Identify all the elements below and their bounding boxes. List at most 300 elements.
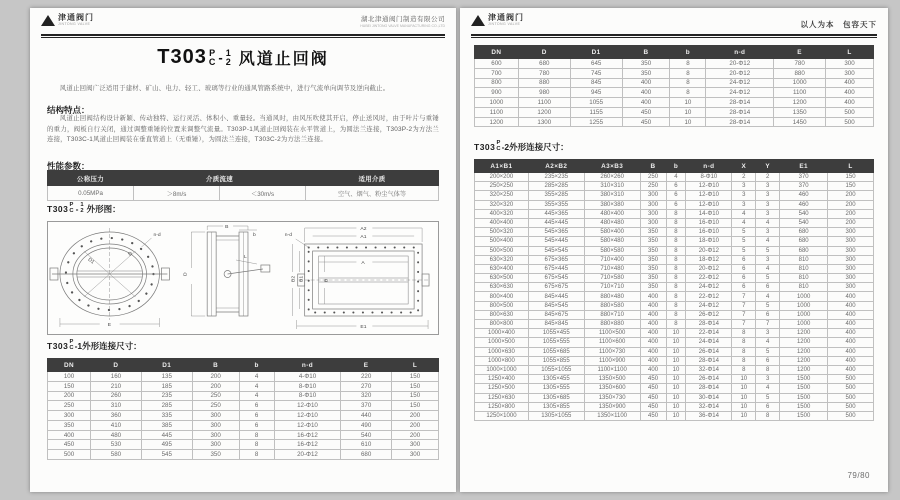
column-header: L	[826, 46, 874, 59]
table-cell: 1250×500	[475, 384, 529, 393]
table-row	[475, 264, 874, 273]
table-cell: 845×545	[528, 301, 584, 310]
table-cell: 1305×685	[528, 393, 584, 402]
table-row	[475, 329, 874, 338]
table-cell: 400	[48, 430, 91, 440]
column-header: b	[670, 46, 706, 59]
table-cell: 1100	[475, 107, 519, 117]
column-header: D1	[141, 359, 192, 372]
table-cell: 150	[392, 401, 439, 411]
table-cell: 空气、烟气、粉尘气体等	[306, 186, 439, 201]
table-cell: 10	[670, 98, 706, 108]
table-cell: 6	[756, 283, 780, 292]
table-cell: 350	[640, 283, 666, 292]
table-cell: 540	[341, 430, 392, 440]
table-cell: 300	[826, 59, 874, 69]
table-cell: 12-Φ10	[686, 191, 732, 200]
table-cell: 1250×800	[475, 402, 529, 411]
table-cell: 10	[666, 393, 686, 402]
dim-label-e1: E1	[360, 323, 367, 331]
catalog-page-right	[460, 8, 888, 492]
table-cell: 2	[732, 173, 756, 182]
table-cell: 1000	[780, 292, 828, 301]
table-cell: 20-Φ12	[706, 59, 774, 69]
table-cell: 8	[670, 68, 706, 78]
table-row	[475, 218, 874, 227]
table-cell: 10	[666, 384, 686, 393]
table-cell: 800×630	[475, 310, 529, 319]
logo-subtext: JINTONG VALVE	[58, 21, 91, 26]
table-cell: 8	[666, 209, 686, 218]
logo-triangle-icon	[41, 15, 55, 26]
table-cell: 2	[756, 173, 780, 182]
table-cell: 8	[732, 329, 756, 338]
table-cell: 8	[666, 228, 686, 237]
dim-label-b2: B2	[290, 275, 297, 282]
table-cell: 10	[666, 411, 686, 420]
table-row	[475, 107, 874, 117]
data-table	[474, 159, 874, 421]
table-row	[48, 430, 439, 440]
table-cell: 8	[239, 450, 274, 460]
table-header-row	[475, 160, 874, 173]
table-cell: 1000×500	[475, 338, 529, 347]
table-row	[475, 88, 874, 98]
table-cell: 680	[780, 237, 828, 246]
table-cell: 3	[756, 375, 780, 384]
table-cell: 260	[91, 391, 142, 401]
table-cell: 30-Φ14	[686, 393, 732, 402]
table-cell: 4	[756, 264, 780, 273]
company-slogan: 以人为本 包容天下	[800, 20, 877, 29]
table-cell: 350	[640, 255, 666, 264]
table-cell: 8	[756, 365, 780, 374]
table-cell: 675×365	[528, 255, 584, 264]
column-header: B	[192, 359, 239, 372]
table-cell: 12-Φ10	[686, 182, 732, 191]
table-cell: 28-Φ14	[686, 320, 732, 329]
column-header: L	[828, 160, 874, 173]
table-cell: 10	[666, 338, 686, 347]
table-cell: 8	[239, 440, 274, 450]
table-cell: 1305×855	[528, 402, 584, 411]
table-cell: 150	[392, 372, 439, 382]
table-row	[475, 117, 874, 127]
table-cell: 675×445	[528, 264, 584, 273]
table-cell: 6	[756, 356, 780, 365]
table-cell: 545×445	[528, 237, 584, 246]
table-cell: 745	[570, 68, 622, 78]
table-cell: 400	[640, 365, 666, 374]
table-cell: 100	[48, 372, 91, 382]
table-cell: 400	[640, 338, 666, 347]
table-cell: 500	[826, 117, 874, 127]
page-header	[41, 14, 445, 32]
table-cell: 1200	[780, 356, 828, 365]
table-cell: 1000	[780, 320, 828, 329]
table-cell: 350	[192, 450, 239, 460]
table-row	[475, 301, 874, 310]
table-cell: 545×365	[528, 228, 584, 237]
table-cell: 1350×1100	[584, 411, 640, 420]
table-cell: 460	[780, 191, 828, 200]
table-row	[475, 356, 874, 365]
table-cell: 20-Φ12	[686, 246, 732, 255]
table-cell: 6	[756, 310, 780, 319]
table-cell: 880	[774, 68, 826, 78]
table-cell: 600	[475, 59, 519, 69]
table-cell: 450	[640, 375, 666, 384]
table-cell: 5	[756, 274, 780, 283]
table-row	[475, 292, 874, 301]
table-cell: 710×580	[584, 274, 640, 283]
table-cell: 350	[640, 237, 666, 246]
table-cell: 200	[828, 209, 874, 218]
table-row	[475, 255, 874, 264]
column-header: b	[666, 160, 686, 173]
table-cell: 400	[828, 356, 874, 365]
features-heading: 结构特点：	[47, 105, 90, 115]
table-cell: 1305×455	[528, 375, 584, 384]
table-cell: 1500	[780, 411, 828, 420]
table-cell: 8	[732, 365, 756, 374]
outline-drawing-box	[47, 221, 439, 335]
table-cell: 1305×555	[528, 384, 584, 393]
table-cell: 580×580	[584, 246, 640, 255]
table-cell: 300	[640, 200, 666, 209]
table-cell: 400	[828, 365, 874, 374]
table-cell: 800	[475, 78, 519, 88]
table-cell: 700	[475, 68, 519, 78]
dim-label-a2: A2	[360, 225, 367, 233]
table-cell: 12-Φ10	[274, 420, 340, 430]
table-row	[475, 173, 874, 182]
table-cell: 630×500	[475, 274, 529, 283]
dim-label-b1: B1	[298, 275, 305, 282]
table-cell: 28-Φ14	[706, 98, 774, 108]
table-cell: 3	[732, 200, 756, 209]
table-cell: 10	[666, 375, 686, 384]
table-cell: 235	[141, 391, 192, 401]
table-cell: 10	[732, 402, 756, 411]
table-cell: 6	[666, 182, 686, 191]
company-name: 湖北津通阀门制造有限公司 HUBEI JINTONG VALVE MANUFACTURING CO.,LTD	[360, 16, 445, 29]
table-cell: 260×260	[584, 173, 640, 182]
table-cell: 4	[756, 338, 780, 347]
table-cell: 28-Φ14	[686, 384, 732, 393]
table-cell: 810	[780, 283, 828, 292]
table-cell: 0.05MPa	[48, 186, 134, 201]
column-header: b	[239, 359, 274, 372]
table-cell: 24-Φ12	[706, 78, 774, 88]
dimensions-table-2	[474, 159, 874, 421]
table-cell: 350	[622, 59, 670, 69]
table-cell: 10	[666, 329, 686, 338]
table-cell: 8	[732, 347, 756, 356]
table-cell: 675×675	[528, 283, 584, 292]
table-cell: 400	[826, 88, 874, 98]
column-header: B	[640, 160, 666, 173]
table-cell: 1350×500	[584, 375, 640, 384]
table-cell: 400	[828, 320, 874, 329]
table-row	[475, 310, 874, 319]
column-header: D	[91, 359, 142, 372]
table-cell: 8	[666, 274, 686, 283]
table-cell: 300	[826, 68, 874, 78]
table-cell: 360	[91, 411, 142, 421]
table-cell: 450	[640, 402, 666, 411]
table-cell: 1000	[475, 98, 519, 108]
table-cell: 1200	[780, 365, 828, 374]
table-cell: 200	[828, 200, 874, 209]
intro-paragraph: 风道止回阀广泛适用于建材、矿山、电力、轻工、玻璃等行业的通风管路系统中，进行气流单向调节及逆向截止。	[59, 85, 390, 92]
table-cell: 445×365	[528, 209, 584, 218]
table-cell: 310×310	[584, 182, 640, 191]
table-row	[475, 209, 874, 218]
outline-drawing	[48, 222, 438, 334]
table-cell: 1200	[475, 117, 519, 127]
table-cell: 350	[48, 420, 91, 430]
table-cell: 880×710	[584, 310, 640, 319]
table-cell: 400	[828, 338, 874, 347]
dim-label-l: L	[243, 253, 247, 261]
table-cell: 24-Φ12	[706, 88, 774, 98]
table-cell: 6	[666, 200, 686, 209]
table-cell: 200	[392, 420, 439, 430]
table-cell: 810	[780, 255, 828, 264]
table-cell: 610	[341, 440, 392, 450]
table-cell: 500	[828, 411, 874, 420]
table-cell: 8	[666, 301, 686, 310]
table-cell: 880×580	[584, 301, 640, 310]
table-cell: 10	[732, 384, 756, 393]
table-cell: 4	[756, 237, 780, 246]
table-cell: 16-Φ12	[274, 440, 340, 450]
table-cell: 285	[141, 401, 192, 411]
table-cell: 6	[239, 411, 274, 421]
table-cell: 500	[828, 375, 874, 384]
table-cell: 8	[756, 411, 780, 420]
table-cell: 1350×600	[584, 384, 640, 393]
table-cell: 845	[570, 78, 622, 88]
table-cell: 200×200	[475, 173, 529, 182]
table-cell: 450	[48, 440, 91, 450]
table-row	[475, 237, 874, 246]
table-cell: 400	[828, 301, 874, 310]
table-cell: 22-Φ14	[686, 329, 732, 338]
table-cell: 8	[666, 320, 686, 329]
table-cell: 1000×800	[475, 356, 529, 365]
table-cell: 6	[666, 191, 686, 200]
table-cell: 8	[732, 338, 756, 347]
table-cell: 4	[239, 391, 274, 401]
table-cell: 500	[48, 450, 91, 460]
table-cell: 270	[341, 381, 392, 391]
table-header-row	[48, 171, 439, 186]
table-cell: 5	[732, 237, 756, 246]
table-row	[475, 338, 874, 347]
column-header: DN	[475, 46, 519, 59]
table-cell: 150	[828, 173, 874, 182]
column-header: E	[341, 359, 392, 372]
table-cell: 400	[640, 347, 666, 356]
table-cell: 490	[341, 420, 392, 430]
table-cell: 645	[570, 59, 622, 69]
table-cell: 300	[640, 191, 666, 200]
table-cell: 1055	[570, 98, 622, 108]
table-row	[475, 347, 874, 356]
table-cell: 300	[192, 420, 239, 430]
table-cell: 540	[780, 218, 828, 227]
table-cell: 545	[141, 450, 192, 460]
table-row	[475, 191, 874, 200]
table-cell: 350	[640, 264, 666, 273]
table-cell: 440	[341, 411, 392, 421]
table-cell: 1100×900	[584, 356, 640, 365]
table-cell: 8	[666, 264, 686, 273]
table-cell: 500×320	[475, 228, 529, 237]
table-cell: 8	[666, 310, 686, 319]
table-cell: 285×285	[528, 182, 584, 191]
table-cell: 4	[732, 209, 756, 218]
table-cell: 630×400	[475, 264, 529, 273]
table-cell: 14-Φ10	[686, 209, 732, 218]
table-cell: 150	[392, 391, 439, 401]
table-cell: 8-Φ10	[274, 391, 340, 401]
table-cell: 250	[640, 173, 666, 182]
table-cell: 26-Φ12	[686, 310, 732, 319]
table-cell: 400	[640, 292, 666, 301]
outline-heading: T303 P C - 1 2 外形图：	[47, 202, 121, 214]
table-cell: 900	[475, 88, 519, 98]
table-cell: 710×710	[584, 283, 640, 292]
table-cell: 200	[192, 372, 239, 382]
table-cell: 500	[826, 107, 874, 117]
table-cell: 1055×555	[528, 338, 584, 347]
table-cell: 320×250	[475, 191, 529, 200]
table-cell: 400	[640, 310, 666, 319]
table-cell: 3	[756, 200, 780, 209]
table-cell: 1200	[780, 338, 828, 347]
table-cell: 300	[192, 411, 239, 421]
table-row	[475, 59, 874, 69]
table-cell: 530	[91, 440, 142, 450]
table-cell: 3	[732, 191, 756, 200]
table-cell: 24-Φ14	[686, 338, 732, 347]
table-cell: 200	[192, 381, 239, 391]
table-cell: 4	[239, 381, 274, 391]
table-cell: 1100×1100	[584, 365, 640, 374]
table-cell: 400×400	[475, 218, 529, 227]
table-cell: 6	[732, 274, 756, 283]
table-cell: 5	[732, 246, 756, 255]
table-row	[48, 411, 439, 421]
table-cell: 250	[192, 401, 239, 411]
table-cell: 1000×630	[475, 347, 529, 356]
table-cell: 370	[341, 401, 392, 411]
table-cell: 450	[640, 411, 666, 420]
table-cell: 680	[780, 246, 828, 255]
table-cell: 1500	[780, 393, 828, 402]
table-cell: 18-Φ12	[686, 255, 732, 264]
table-cell: 1100	[518, 98, 570, 108]
table-cell: 3	[756, 228, 780, 237]
logo-triangle-icon	[471, 15, 485, 26]
table-row	[48, 372, 439, 382]
column-header: DN	[48, 359, 91, 372]
table-cell: 210	[91, 381, 142, 391]
table-cell: 800×400	[475, 292, 529, 301]
table-cell: 370	[780, 182, 828, 191]
table-cell: 20-Φ12	[706, 68, 774, 78]
table-cell: 300	[828, 274, 874, 283]
table-cell: 10	[670, 117, 706, 127]
table-cell: 780	[774, 59, 826, 69]
table-cell: 1350×730	[584, 393, 640, 402]
table-cell: 945	[570, 88, 622, 98]
table-row	[48, 186, 439, 201]
column-header: 公称压力	[48, 171, 134, 186]
table-cell: 1200	[518, 107, 570, 117]
table-row	[475, 402, 874, 411]
table-cell: 4	[732, 218, 756, 227]
dim-label-d1: D1	[86, 256, 96, 266]
table-cell: 350	[640, 228, 666, 237]
table-cell: 36-Φ14	[686, 411, 732, 420]
table-cell: 26-Φ14	[686, 375, 732, 384]
table-cell: 1100×730	[584, 347, 640, 356]
table-cell: 3	[756, 182, 780, 191]
table-cell: 200	[392, 411, 439, 421]
table-cell: 22-Φ12	[686, 292, 732, 301]
table-cell: 5	[732, 228, 756, 237]
valve-name: 风道止回阀	[238, 51, 329, 68]
table-cell: 10	[732, 411, 756, 420]
table-cell: 5	[756, 301, 780, 310]
table-cell: 1100	[774, 88, 826, 98]
table-cell: 880×880	[584, 320, 640, 329]
table-cell: 450	[640, 384, 666, 393]
table-row	[475, 393, 874, 402]
table-row	[475, 375, 874, 384]
table-cell: 800×800	[475, 320, 529, 329]
table-row	[475, 283, 874, 292]
table-cell: 710×400	[584, 255, 640, 264]
table-cell: 300	[828, 255, 874, 264]
table-cell: 1055×685	[528, 347, 584, 356]
table-cell: 1250×630	[475, 393, 529, 402]
column-header: A1×B1	[475, 160, 529, 173]
table-cell: 1200	[780, 347, 828, 356]
table-cell: 16-Φ10	[686, 218, 732, 227]
table-cell: 8	[666, 255, 686, 264]
table-cell: 1500	[780, 402, 828, 411]
column-header: B	[622, 46, 670, 59]
column-header: A3×B3	[584, 160, 640, 173]
table-row	[475, 182, 874, 191]
table-row	[48, 401, 439, 411]
table-cell: 300	[828, 237, 874, 246]
table-row	[475, 200, 874, 209]
table-cell: 320	[341, 391, 392, 401]
table-cell: 350	[640, 246, 666, 255]
table-row	[475, 78, 874, 88]
table-cell: 28-Φ14	[706, 117, 774, 127]
table-cell: 400	[828, 329, 874, 338]
dims2-heading: T303 P C -2外形连接尺寸：	[474, 140, 569, 152]
table-cell: 1300	[518, 117, 570, 127]
dim-label-e: E	[107, 321, 112, 329]
